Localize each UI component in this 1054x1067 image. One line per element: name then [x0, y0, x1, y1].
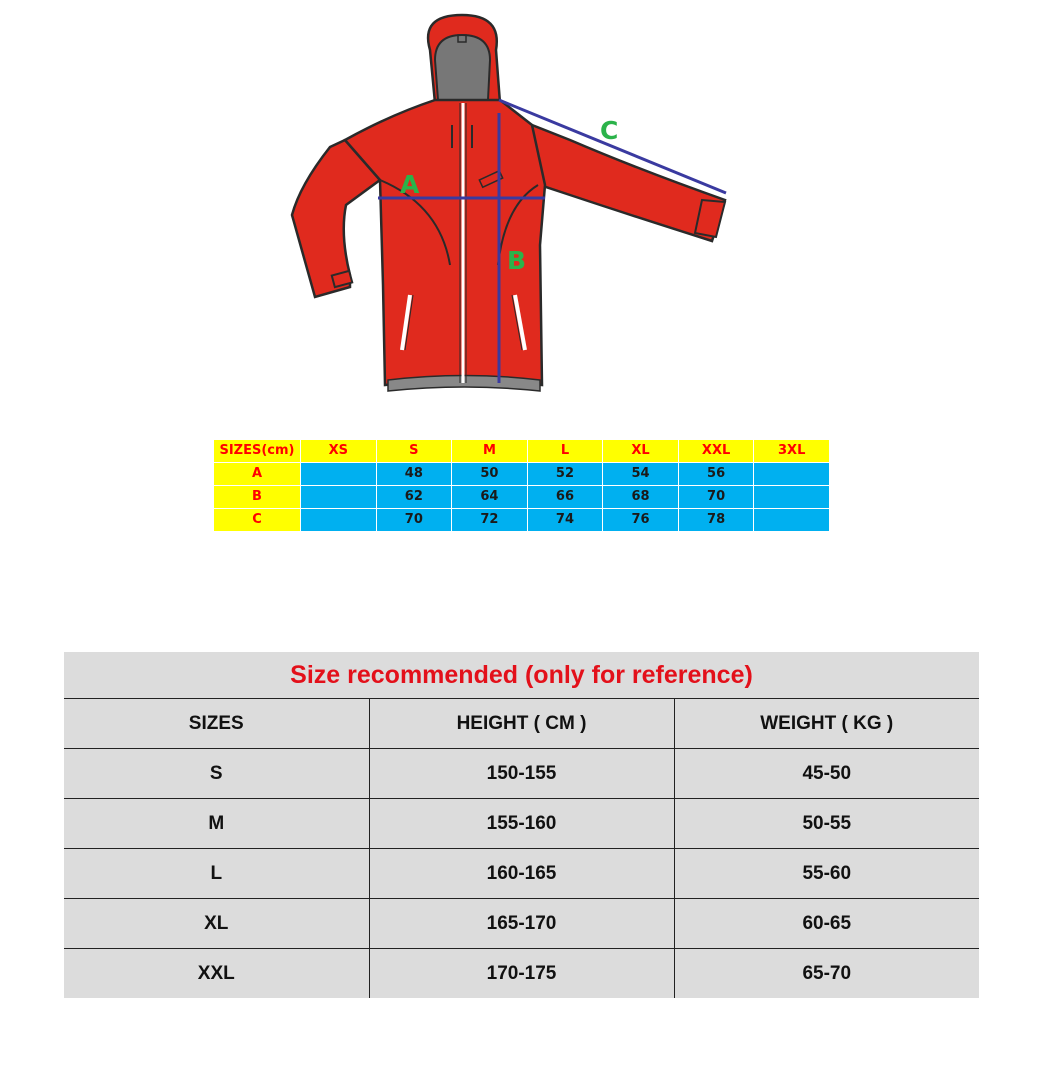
size-cell: XL: [64, 899, 369, 949]
header-cell: 3XL: [754, 440, 830, 463]
table-cell: 74: [527, 509, 603, 532]
measurement-row: [214, 509, 830, 532]
measurement-row: [214, 486, 830, 509]
table-cell: 66: [527, 486, 603, 509]
table-row: [64, 849, 979, 899]
height-cell: 165-170: [369, 899, 674, 949]
table-cell: 70: [678, 486, 754, 509]
weight-cell: 65-70: [674, 949, 979, 999]
header-cell: XL: [603, 440, 679, 463]
table-cell: 56: [678, 463, 754, 486]
header-cell: M: [452, 440, 528, 463]
table-cell: 64: [452, 486, 528, 509]
table-cell: 70: [376, 509, 452, 532]
header-cell: L: [527, 440, 603, 463]
table-row: [64, 799, 979, 849]
size-cell: L: [64, 849, 369, 899]
table-cell: [301, 509, 377, 532]
table-cell: [754, 509, 830, 532]
height-cell: 170-175: [369, 949, 674, 999]
height-cell: 150-155: [369, 749, 674, 799]
table-cell: 68: [603, 486, 679, 509]
size-cell: XXL: [197, 962, 235, 984]
table-cell: 50: [452, 463, 528, 486]
table-cell: 54: [603, 463, 679, 486]
table-cell: 48: [376, 463, 452, 486]
header-cell: XXL: [678, 440, 754, 463]
measure-label-c: C: [600, 116, 619, 145]
hood-opening: [435, 35, 490, 100]
column-header-weight: WEIGHT ( KG ): [674, 699, 979, 749]
size-recommendation-table: [64, 652, 979, 998]
jacket-diagram: [270, 5, 760, 405]
measure-label-b: B: [507, 246, 527, 275]
row-label: C: [214, 509, 301, 532]
height-cell: 155-160: [369, 799, 674, 849]
weight-cell: 55-60: [674, 849, 979, 899]
table-cell: [301, 463, 377, 486]
header-cell: XS: [301, 440, 377, 463]
measurement-table: [213, 439, 830, 532]
table-row: [64, 899, 979, 949]
measurement-row: [214, 463, 830, 486]
table-cell: 72: [452, 509, 528, 532]
weight-cell: 50-55: [674, 799, 979, 849]
measure-label-a: A: [400, 170, 420, 199]
weight-cell: 45-50: [674, 749, 979, 799]
row-label: B: [214, 486, 301, 509]
table-cell: [754, 486, 830, 509]
size-cell: S: [64, 749, 369, 799]
recommendation-header-row: [64, 699, 979, 749]
table-cell: 76: [603, 509, 679, 532]
height-cell: 160-165: [369, 849, 674, 899]
size-cell: M: [64, 799, 369, 849]
measurement-header-row: [214, 440, 830, 463]
table-row: [64, 949, 979, 999]
row-label: A: [214, 463, 301, 486]
weight-cell: 60-65: [674, 899, 979, 949]
table-cell: 78: [678, 509, 754, 532]
table-cell: 62: [376, 486, 452, 509]
table-cell: [754, 463, 830, 486]
table-title: Size recommended (only for reference): [64, 652, 979, 699]
column-header-sizes: SIZES: [64, 699, 369, 749]
header-cell: SIZES(cm): [214, 440, 301, 463]
table-cell: [301, 486, 377, 509]
column-header-height: HEIGHT ( CM ): [369, 699, 674, 749]
header-cell: S: [376, 440, 452, 463]
table-row: [64, 749, 979, 799]
table-cell: 52: [527, 463, 603, 486]
